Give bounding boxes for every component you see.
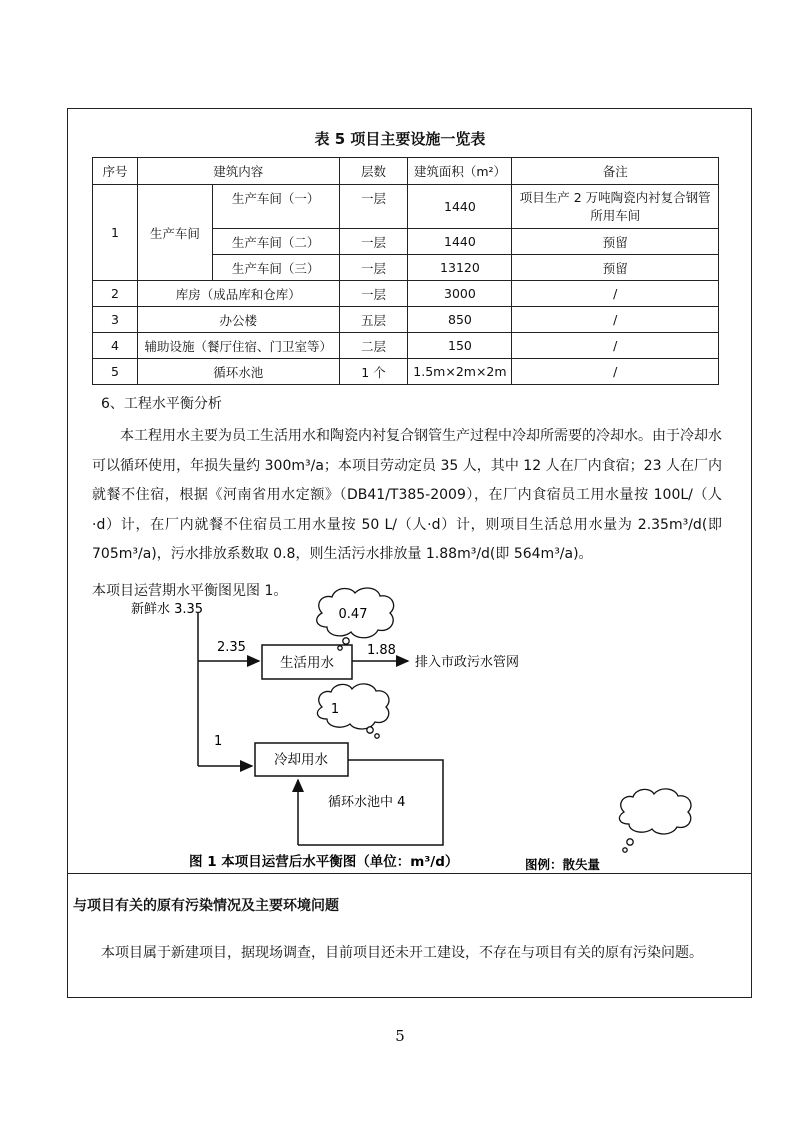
- figure-caption: 图 1 本项目运营后水平衡图（单位：m³/d）: [189, 854, 459, 870]
- cell-sub: 生产车间（三）: [212, 255, 339, 281]
- cell-content: 办公楼: [137, 307, 339, 333]
- cell-content: 辅助设施（餐厅住宿、门卫室等）: [137, 333, 339, 359]
- page-number: 5: [395, 1027, 405, 1045]
- section2-title: 与项目有关的原有污染情况及主要环境问题: [73, 898, 339, 914]
- cell-note: /: [512, 359, 719, 385]
- cooling-loss-value: 1: [330, 702, 340, 717]
- header-content: 建筑内容: [137, 158, 339, 185]
- cell-content: 循环水池: [137, 359, 339, 385]
- cell-floors: 一层: [339, 185, 408, 229]
- discharge-target-label: 排入市政污水管网: [415, 655, 520, 670]
- legend-label: 图例：散失量: [525, 857, 601, 872]
- cooling-box-label: 冷却用水: [274, 752, 328, 768]
- cell-area: 150: [408, 333, 512, 359]
- cell-floors: 五层: [339, 307, 408, 333]
- cell-note: /: [512, 333, 719, 359]
- header-area: 建筑面积（m²）: [408, 158, 512, 185]
- water-balance-paragraph: 本工程用水主要为员工生活用水和陶瓷内衬复合钢管生产过程中冷却所需要的冷却水。由于冷却水可以循环使用，年损失量约 300m³/a；本项目劳动定员 35 人，其中 12 人在厂内食宿；23 人在厂内就餐不住宿，根据《河南省用水定额》（DB41/T385-2009），在厂内食宿员工用水量按 100L/（人·d）计，在厂内就餐不住宿员工用水量按 50 L/（人·d）计，则项目生活总用水量为 2.35m³/d(即 705m³/a)，污水排放系数取 0.8，则生活污水排放量 1.88m³/d(即 564m³/a)。: [92, 428, 722, 562]
- cell-area: 1.5m×2m×2m: [408, 359, 512, 385]
- fresh-water-label: 新鲜水 3.35: [131, 602, 204, 617]
- cooling-loss-cloud: [317, 684, 389, 738]
- cell-seq: 5: [93, 359, 138, 385]
- discharge-flow-value: 1.88: [367, 643, 396, 658]
- cell-content: 库房（成品库和仓库）: [137, 281, 339, 307]
- cell-sub: 生产车间（一）: [212, 185, 339, 229]
- cell-floors: 一层: [339, 229, 408, 255]
- cell-note: 项目生产 2 万吨陶瓷内衬复合钢管所用车间: [512, 185, 719, 229]
- cell-note: 预留: [512, 229, 719, 255]
- cell-note: /: [512, 281, 719, 307]
- header-floors: 层数: [339, 158, 408, 185]
- cell-group-name: 生产车间: [137, 185, 212, 281]
- cell-area: 13120: [408, 255, 512, 281]
- cell-floors: 一层: [339, 281, 408, 307]
- section-heading: 6、工程水平衡分析: [101, 396, 222, 412]
- header-note: 备注: [512, 158, 719, 185]
- domestic-flow-value: 2.35: [217, 640, 246, 655]
- cooling-flow-value: 1: [214, 734, 223, 749]
- legend-cloud-icon: [619, 789, 691, 852]
- cell-seq: 2: [93, 281, 138, 307]
- recycle-label: 循环水池中 4: [328, 795, 406, 810]
- cell-sub: 生产车间（二）: [212, 229, 339, 255]
- cell-area: 1440: [408, 185, 512, 229]
- cell-floors: 1 个: [339, 359, 408, 385]
- cell-seq: 3: [93, 307, 138, 333]
- cell-floors: 一层: [339, 255, 408, 281]
- cell-area: 1440: [408, 229, 512, 255]
- table-title: 表 5 项目主要设施一览表: [314, 130, 486, 148]
- cell-note: /: [512, 307, 719, 333]
- domestic-box-label: 生活用水: [280, 655, 334, 671]
- figure-reference: 本项目运营期水平衡图见图 1。: [92, 583, 288, 599]
- domestic-loss-value: 0.47: [338, 607, 368, 622]
- header-seq: 序号: [93, 158, 138, 185]
- cell-seq: 4: [93, 333, 138, 359]
- cell-area: 850: [408, 307, 512, 333]
- cell-note: 预留: [512, 255, 719, 281]
- cell-floors: 二层: [339, 333, 408, 359]
- cell-seq: 1: [93, 185, 138, 281]
- cell-area: 3000: [408, 281, 512, 307]
- section2-body: 本项目属于新建项目，据现场调查，目前项目还未开工建设，不存在与项目有关的原有污染问题。: [101, 945, 703, 961]
